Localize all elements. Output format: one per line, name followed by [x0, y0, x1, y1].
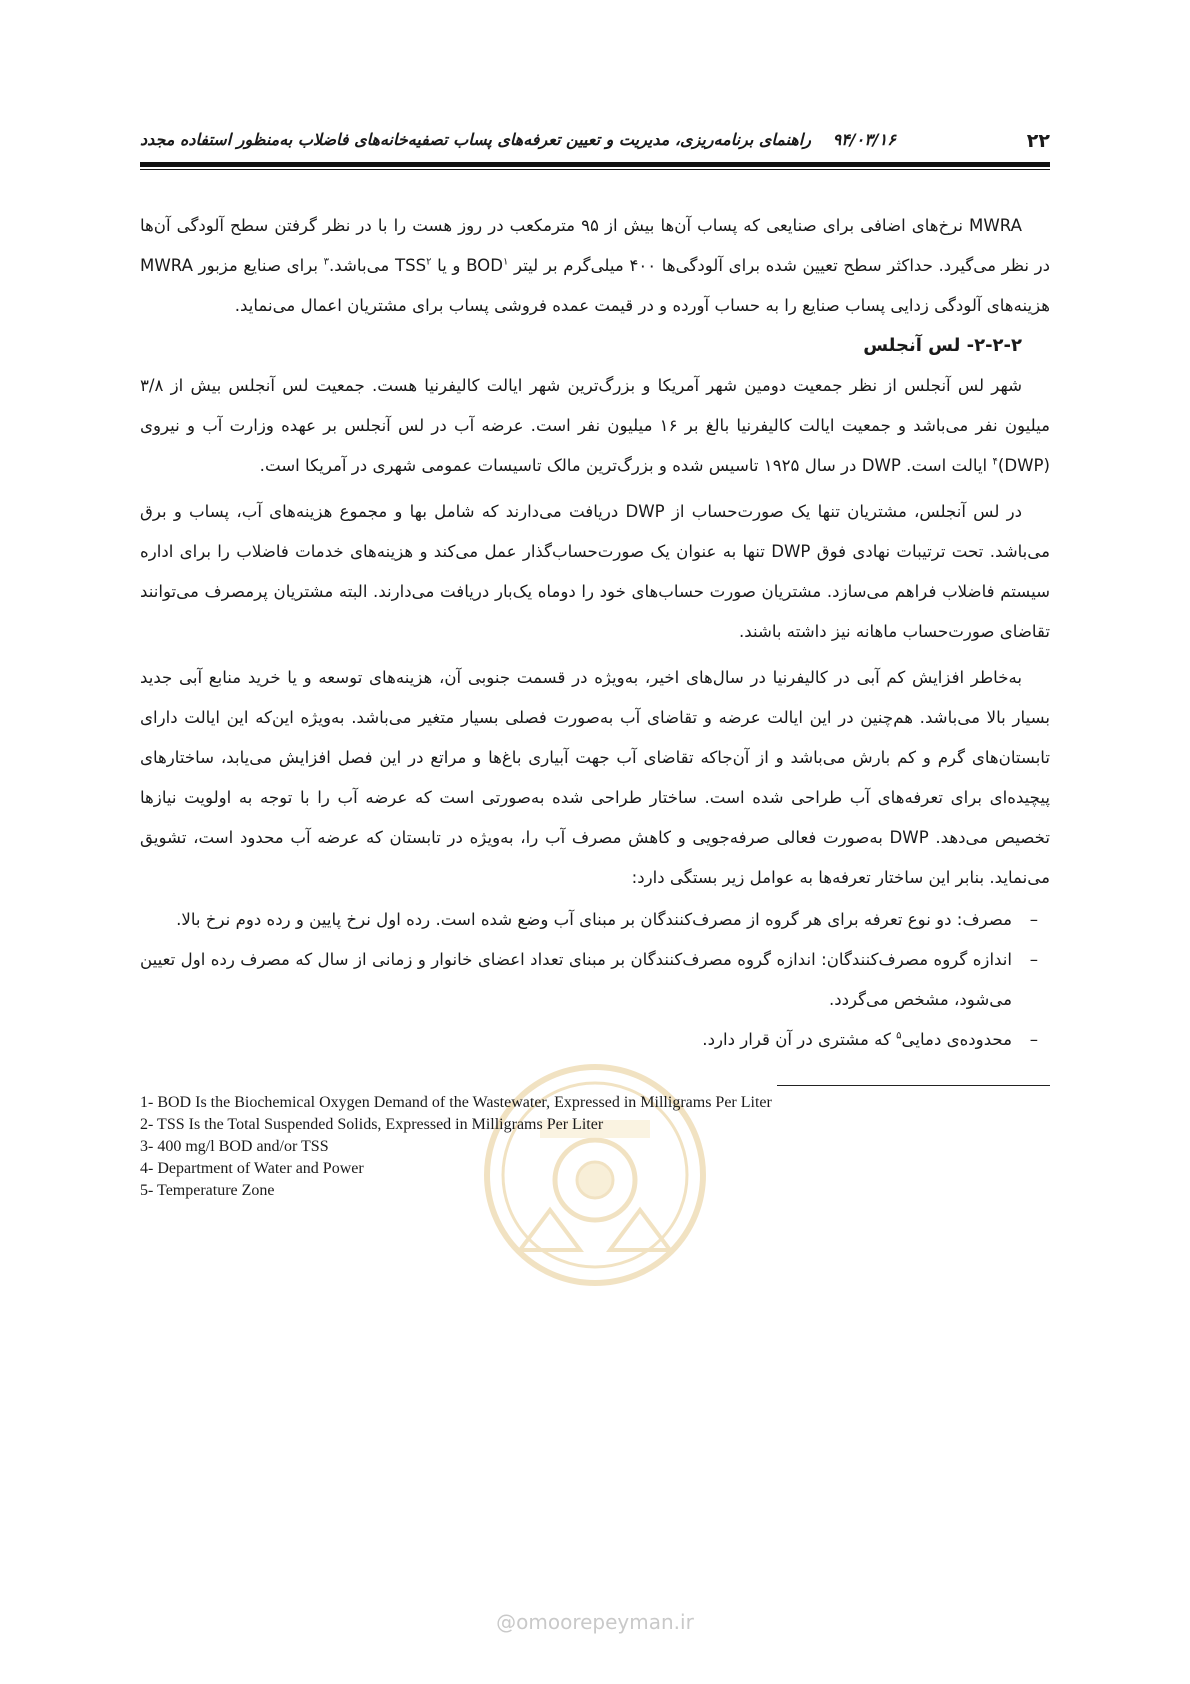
- footnote-ref: ۲: [426, 256, 432, 268]
- header-rule-thick: [140, 162, 1050, 167]
- footnote-ref: ۳: [323, 256, 330, 268]
- tariff-factors-list: [140, 900, 1050, 1060]
- list-item: – محدوده‌ی دمایی$^۵$ که مشتری در آن قرار دارد.: [702, 1030, 1038, 1049]
- intro-paragraph: MWRA نرخ‌های اضافی برای صنایعی که پساب آن‌ها بیش از ۹۵ مترمکعب در روز هست را با در نظر گرفتن سطح آلودگی آن‌ها در نظر می‌گیرد. حداکثر سطح تعیین شده برای آلودگی‌ها ۴۰۰ میلی‌گرم بر لیتر BOD$^۱$ و یا TSS$^۲$ می‌باشد.$^۳$ برای صنایع مزبور MWRA هزینه‌های آلودگی زدایی پساب صنایع را به حساب آورده و در قیمت عمده فروشی پساب برای مشتریان اعمال می‌نماید.: [140, 216, 1050, 315]
- footnote-ref: ۵: [896, 1030, 902, 1042]
- footnote-2: 2- TSS Is the Total Suspended Solids, Expressed in Milligrams Per Liter: [140, 1116, 604, 1133]
- footnote-1: 1- BOD Is the Biochemical Oxygen Demand of the Wastewater, Expressed in Milligrams Per Liter: [140, 1094, 772, 1111]
- header-date: ۹۴/۰۳/۱۶: [832, 130, 896, 149]
- footnote-5: 5- Temperature Zone: [140, 1182, 275, 1199]
- list-item: – اندازه گروه مصرف‌کنندگان: اندازه گروه مصرف‌کنندگان بر مبنای تعداد اعضای خانوار و زمانی از سال که مصرف رده اول تعیین می‌شود، مشخص می‌گردد.: [140, 950, 1038, 1009]
- footnote-ref: ۱: [503, 256, 509, 268]
- footnote-ref: ۴: [992, 456, 998, 468]
- page-number: ۲۲: [1026, 130, 1050, 152]
- running-head: [140, 130, 896, 149]
- footnotes: [140, 1092, 1050, 1202]
- footnote-4: 4- Department of Water and Power: [140, 1160, 364, 1177]
- running-title: راهنمای برنامه‌ریزی، مدیریت و تعیین تعرفه‌های پساب تصفیه‌خانه‌های فاضلاب به‌منظور استفاده مجدد: [140, 130, 811, 149]
- header-rule-thin: [140, 169, 1050, 170]
- footnote-3: 3- 400 mg/l BOD and/or TSS: [140, 1138, 329, 1155]
- watermark-url: @omoorepeyman.ir: [496, 1610, 694, 1634]
- paragraph-tariff-structure: به‌خاطر افزایش کم آبی در کالیفرنیا در سال‌های اخیر، به‌ویژه در قسمت جنوبی آن، هزینه‌های توسعه و یا خرید منابع آبی جدید بسیار بالا می‌باشد. هم‌چنین در این ایالت عرضه و تقاضای آب به‌صورت فصلی بسیار متغیر می‌باشد. به‌ویژه این‌که این ایالت دارای تابستان‌های گرم و کم بارش می‌باشد و از آن‌جاکه تقاضای آب جهت آبیاری باغ‌ها و مراتع در این فصل افزایش می‌یابد، ساختارهای پیچیده‌ای برای تعرفه‌های آب طراحی شده است. ساختار طراحی شده به‌صورتی است که عرضه آب را با توجه به اولویت نیازها تخصیص می‌دهد. DWP به‌صورت فعالی صرفه‌جویی و کاهش مصرف آب را، به‌ویژه در تابستان که عرضه آب محدود است، تشویق می‌نماید. بنابر این ساختار تعرفه‌ها به عوامل زیر بستگی دارد:: [140, 668, 1050, 887]
- list-item: – مصرف: دو نوع تعرفه برای هر گروه از مصرف‌کنندگان بر مبنای آب وضع شده است. رده اول نرخ پایین و رده دوم نرخ بالا.: [176, 910, 1038, 929]
- document-body: [140, 206, 1050, 1060]
- footnote-separator: [777, 1085, 1050, 1086]
- paragraph-billing: در لس آنجلس، مشتریان تنها یک صورت‌حساب از DWP دریافت می‌دارند که شامل بها و مجموع هزینه‌های آب، پساب و برق می‌باشد. تحت ترتیبات نهادی فوق DWP تنها به عنوان یک صورت‌حساب‌گذار عمل می‌کند و هزینه‌های خدمات فاضلاب را برای اداره سیستم فاضلاب فراهم می‌سازد. مشتریان صورت حساب‌های خود را دوماه یک‌بار دریافت می‌دارند. البته مشتریان پرمصرف می‌توانند تقاضای صورت‌حساب ماهانه نیز داشته باشند.: [140, 502, 1050, 641]
- page-header: [140, 128, 1050, 156]
- section-heading: ۲-۲-۲- لس آنجلس: [863, 335, 1022, 356]
- paragraph-la-intro: شهر لس آنجلس از نظر جمعیت دومین شهر آمریکا و بزرگ‌ترین شهر ایالت کالیفرنیا هست. جمعیت لس آنجلس بیش از ۳/۸ میلیون نفر می‌باشد و جمعیت ایالت کالیفرنیا بالغ بر ۱۶ میلیون نفر است. عرضه آب در لس آنجلس بر عهده وزارت آب و نیروی (DWP)$^۴$ ایالت است. DWP در سال ۱۹۲۵ تاسیس شده و بزرگ‌ترین مالک تاسیسات عمومی شهری در آمریکا است.: [140, 376, 1050, 475]
